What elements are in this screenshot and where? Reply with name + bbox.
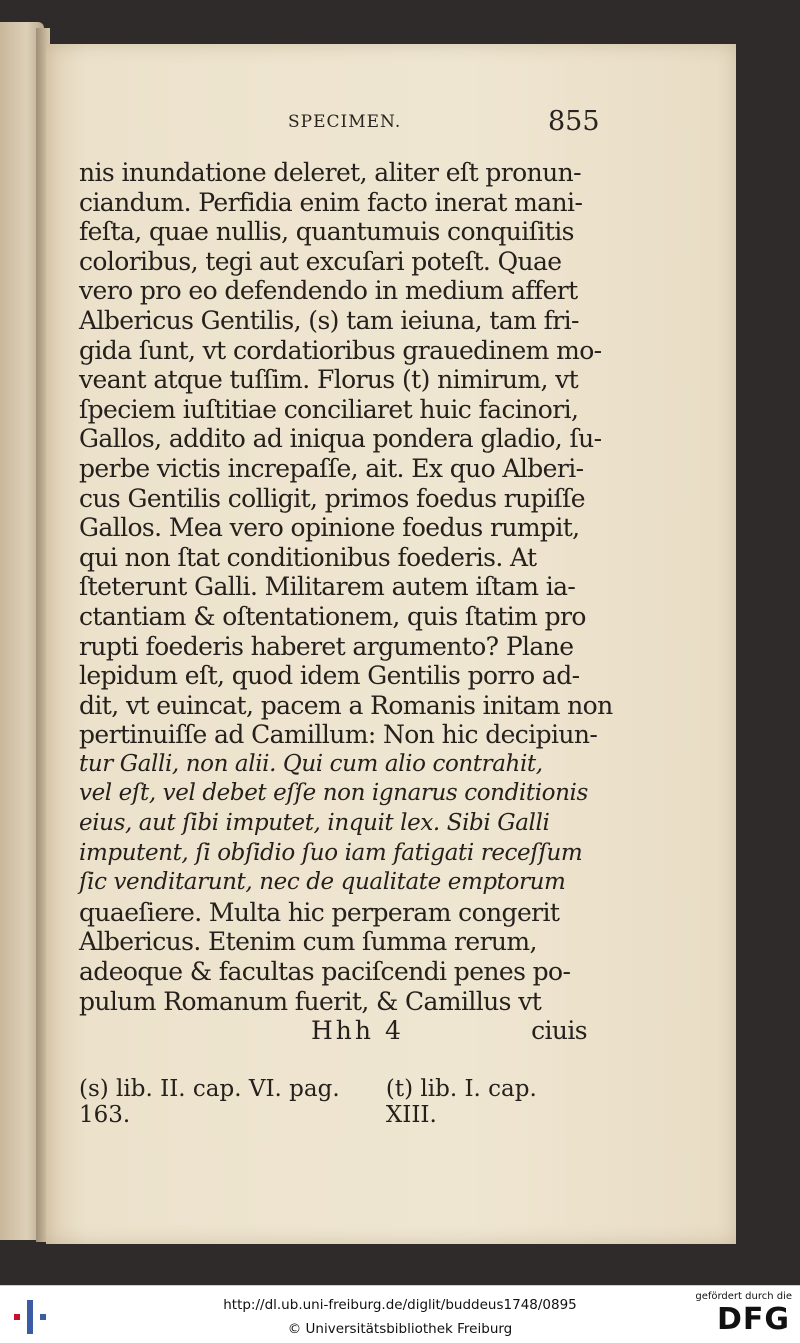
text-line: qui non ſtat conditionibus foederis. At bbox=[79, 542, 537, 572]
footnote-t: (t) lib. I. cap. XIII. bbox=[385, 1076, 537, 1128]
footnotes bbox=[79, 1076, 587, 1128]
text-line: pulum Romanum fuerit, & Camillus vt bbox=[79, 986, 542, 1016]
text-line: ſpeciem iuſtitiae conciliaret huic facinori, bbox=[79, 394, 579, 424]
text-line: vel eſt, vel debet eſſe non ignarus conditionis bbox=[79, 780, 588, 807]
footnote-s: (s) lib. II. cap. VI. pag. 163. bbox=[79, 1076, 340, 1128]
copyright-notice: © Universitätsbibliothek Freiburg bbox=[287, 1321, 513, 1337]
text-line: rupti foederis haberet argumento? Plane bbox=[79, 631, 574, 661]
text-line: Albericus Gentilis, (s) tam ieiuna, tam fri- bbox=[79, 305, 579, 335]
text-line: ſteterunt Galli. Militarem autem iſtam ia- bbox=[79, 572, 576, 602]
text-line: Albericus. Etenim cum ſumma rerum, bbox=[79, 927, 537, 957]
text-line: quaeſiere. Multa hic perperam congerit bbox=[79, 897, 560, 927]
text-line: adeoque & facultas paciſcendi penes po- bbox=[79, 957, 571, 987]
text-line: ſic venditarunt, nec de qualitate emptorum bbox=[79, 869, 566, 896]
page-body-text bbox=[79, 158, 613, 1046]
text-line: pertinuiſſe ad Camillum: Non hic decipiun- bbox=[79, 720, 598, 750]
page-number: 855 bbox=[548, 106, 600, 137]
text-line: ctantiam & oſtentationem, quis ſtatim pro bbox=[79, 601, 586, 631]
signature-mark: Hhh 4 bbox=[311, 1016, 404, 1046]
text-line: tur Galli, non alii. Qui cum alio contrahit, bbox=[79, 750, 543, 777]
text-line: ciandum. Perfidia enim facto inerat mani- bbox=[79, 187, 583, 217]
signature-line bbox=[79, 1016, 587, 1046]
text-line: gida ſunt, vt cordatioribus grauedinem mo- bbox=[79, 335, 602, 365]
text-line: vero pro eo defendendo in medium affert bbox=[79, 276, 578, 306]
text-line: perbe victis increpaſſe, ait. Ex quo Alberi- bbox=[79, 453, 584, 483]
text-line: nis inundatione deleret, aliter eſt pronun- bbox=[79, 158, 581, 187]
text-line: veant atque tuſſim. Florus (t) nimirum, vt bbox=[79, 365, 579, 395]
text-line: cus Gentilis colligit, primos foedus rupiſſe bbox=[79, 483, 585, 513]
catchword: ciuis bbox=[531, 1016, 587, 1046]
text-line: coloribus, tegi aut excuſari poteſt. Quae bbox=[79, 246, 562, 276]
text-line: imputent, ſi obſidio ſuo iam fatigati receſſum bbox=[79, 839, 583, 866]
text-line: eius, aut ſibi imputet, inquit lex. Sibi Galli bbox=[79, 810, 550, 837]
page-header bbox=[0, 106, 800, 142]
text-line: Gallos, addito ad iniqua pondera gladio, ſu- bbox=[79, 424, 602, 454]
dfg-caption: gefördert durch die bbox=[695, 1291, 792, 1302]
viewer-footer bbox=[0, 1285, 800, 1343]
text-line: Gallos. Mea vero opinione foedus rumpit, bbox=[79, 513, 580, 543]
dfg-logo: DFG bbox=[716, 1302, 790, 1337]
text-line: feſta, quae nullis, quantumuis conquiſitis bbox=[79, 217, 574, 247]
text-line: dit, vt euincat, pacem a Romanis initam non bbox=[79, 690, 613, 720]
permalink-url[interactable]: http://dl.ub.uni-freiburg.de/diglit/buddeus1748/0895 bbox=[223, 1297, 577, 1313]
running-head: SPECIMEN. bbox=[288, 112, 402, 132]
text-line: lepidum eſt, quod idem Gentilis porro ad- bbox=[79, 661, 580, 691]
